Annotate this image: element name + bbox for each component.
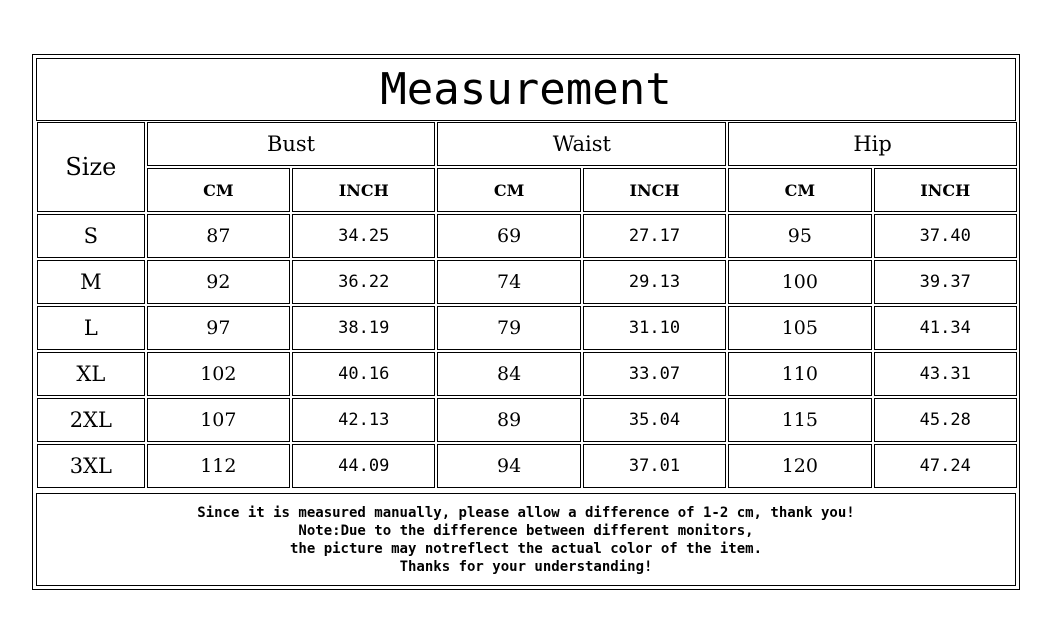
unit-header: INCH [874,168,1017,212]
unit-header: CM [147,168,290,212]
table-cell: 115 [728,398,871,442]
table-cell: 47.24 [874,444,1017,488]
table-cell: 87 [147,214,290,258]
table-cell: 92 [147,260,290,304]
table-row [37,398,1017,442]
size-cell: 3XL [37,444,145,488]
table-cell: 69 [437,214,580,258]
unit-header: INCH [292,168,435,212]
table-cell: 43.31 [874,352,1017,396]
note-line: the picture may notreflect the actual color of the item. [289,540,762,557]
table-cell: 33.07 [583,352,726,396]
unit-header: CM [728,168,871,212]
table-cell: 37.01 [583,444,726,488]
table-cell: 110 [728,352,871,396]
table-row [37,352,1017,396]
unit-header: CM [437,168,580,212]
table-cell: 102 [147,352,290,396]
note-line: Thanks for your understanding! [399,558,653,575]
table-cell: 37.40 [874,214,1017,258]
table-cell: 120 [728,444,871,488]
table-cell: 35.04 [583,398,726,442]
table-cell: 34.25 [292,214,435,258]
table-cell: 31.10 [583,306,726,350]
group-header-waist: Waist [437,122,726,166]
table-cell: 45.28 [874,398,1017,442]
table-cell: 36.22 [292,260,435,304]
note-line: Note:Due to the difference between different monitors, [298,522,754,539]
size-cell: M [37,260,145,304]
table-row [37,260,1017,304]
chart-title: Measurement [36,58,1016,121]
size-cell: L [37,306,145,350]
table-cell: 42.13 [292,398,435,442]
size-header: Size [37,122,145,212]
table-cell: 41.34 [874,306,1017,350]
group-header-row [37,122,1017,166]
note-line: Since it is measured manually, please allow a difference of 1-2 cm, thank you! [197,504,855,521]
table-cell: 79 [437,306,580,350]
table-cell: 84 [437,352,580,396]
table-cell: 94 [437,444,580,488]
table-cell: 44.09 [292,444,435,488]
table-cell: 112 [147,444,290,488]
table-cell: 100 [728,260,871,304]
table-cell: 107 [147,398,290,442]
table-cell: 38.19 [292,306,435,350]
table-cell: 29.13 [583,260,726,304]
size-cell: 2XL [37,398,145,442]
size-cell: S [37,214,145,258]
table-row [37,214,1017,258]
table-cell: 39.37 [874,260,1017,304]
table-row [37,306,1017,350]
size-cell: XL [37,352,145,396]
table-cell: 40.16 [292,352,435,396]
table-row [37,444,1017,488]
size-chart [32,54,1020,590]
disclaimer-note [36,493,1016,586]
table-cell: 95 [728,214,871,258]
measurement-table [35,120,1019,490]
table-cell: 89 [437,398,580,442]
table-cell: 97 [147,306,290,350]
group-header-hip: Hip [728,122,1017,166]
table-cell: 74 [437,260,580,304]
table-cell: 27.17 [583,214,726,258]
table-cell: 105 [728,306,871,350]
group-header-bust: Bust [147,122,436,166]
unit-header: INCH [583,168,726,212]
unit-header-row [37,168,1017,212]
